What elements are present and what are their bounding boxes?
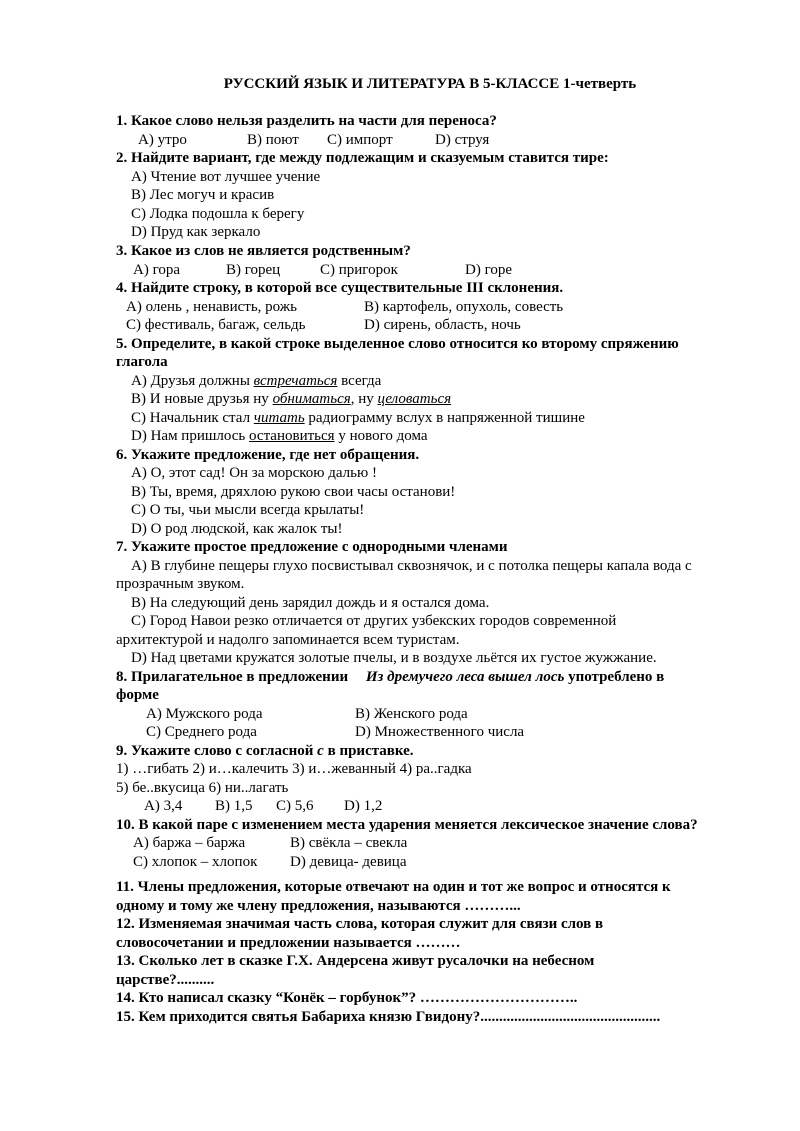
question-5-cont: глагола <box>116 354 168 370</box>
question-10: 10. В какой паре с изменением места ударения меняется лексическое значение слова? <box>116 817 698 833</box>
q8-option-c: С) Среднего рода <box>146 724 257 740</box>
q9-option-c: С) 5,6 <box>276 798 314 814</box>
q2-option-c: С) Лодка подошла к берегу <box>131 206 305 222</box>
question-1: 1. Какое слово нельзя разделить на части для переноса? <box>116 113 497 129</box>
q7-option-c-cont: архитектурой и надолго запоминается всем туристам. <box>116 632 460 648</box>
q4-option-c: С) фестиваль, багаж, сельдь <box>126 317 306 333</box>
q5-b-highlight-2: целоваться <box>377 391 452 407</box>
q4-option-a: А) олень , ненависть, рожь <box>126 299 298 315</box>
q9-option-a: А) 3,4 <box>144 798 183 814</box>
q5-option-d <box>131 427 428 445</box>
q3-option-c: С) пригорок <box>320 262 398 278</box>
q1-option-d: D) струя <box>435 132 490 148</box>
q5-option-a <box>131 372 381 390</box>
question-15: 15. Кем приходится святья Бабариха князю Гвидону?................................................ <box>116 1009 661 1025</box>
question-3: 3. Какое из слов не является родственным? <box>116 243 411 259</box>
q7-option-d: D) Над цветами кружатся золотые пчелы, и в воздухе льётся их густое жужжание. <box>131 650 657 666</box>
q10-option-d: D) девица- девица <box>290 854 407 870</box>
question-12-cont: словосочетании и предложении называется ……… <box>116 935 461 951</box>
q1-option-c: С) импорт <box>327 132 393 148</box>
question-8 <box>116 668 664 686</box>
question-4: 4. Найдите строку, в которой все существительные III склонения. <box>116 280 564 296</box>
q5-d-highlight: остановиться <box>249 428 335 444</box>
q4-option-b: В) картофель, опухоль, совесть <box>364 299 564 315</box>
q10-option-c: С) хлопок – хлопок <box>133 854 258 870</box>
q5-b-text: В) И новые друзья ну <box>131 391 273 407</box>
q5-c-text: С) Начальник стал <box>131 410 254 426</box>
q8-option-d: D) Множественного числа <box>355 724 525 740</box>
q9-letter: с <box>317 743 324 759</box>
q3-option-a: А) гора <box>133 262 181 278</box>
q7-option-b: В) На следующий день зарядил дождь и я остался дома. <box>131 595 490 611</box>
q10-option-a: А) баржа – баржа <box>133 835 246 851</box>
q1-option-b: В) поют <box>247 132 299 148</box>
question-13-cont: царстве?.......... <box>116 972 215 988</box>
question-14: 14. Кто написал сказку “Конёк – горбунок”? ………………………….. <box>116 990 578 1006</box>
question-7: 7. Укажите простое предложение с однородными членами <box>116 539 508 555</box>
question-5: 5. Определите, в какой строке выделенное слово относится ко второму спряжению <box>116 336 679 352</box>
q5-d-text: D) Нам пришлось <box>131 428 250 444</box>
q9-text-end: в приставке. <box>323 743 414 759</box>
q9-words-row-2: 5) бе..вкусица 6) ни..лагать <box>116 780 289 796</box>
q3-option-b: В) горец <box>226 262 281 278</box>
q10-option-b: В) свёкла – свекла <box>290 835 408 851</box>
q7-option-c: С) Город Навои резко отличается от других узбекских городов современной <box>131 613 617 629</box>
q8-example-sentence: Из дремучего леса вышел лось <box>365 669 565 685</box>
q8-option-a: А) Мужского рода <box>146 706 263 722</box>
q5-option-b <box>131 390 451 408</box>
question-8-cont: форме <box>116 687 159 703</box>
q6-option-a: А) О, этот сад! Он за морскою далью ! <box>131 465 377 481</box>
q8-text-end: употреблено в <box>564 669 665 685</box>
q8-option-b: В) Женского рода <box>355 706 468 722</box>
q3-option-d: D) горе <box>465 262 513 278</box>
q5-a-text: А) Друзья должны <box>131 373 254 389</box>
q5-d-text-end: у нового дома <box>334 428 428 444</box>
question-13: 13. Сколько лет в сказке Г.Х. Андерсена живут русалочки на небесном <box>116 953 595 969</box>
question-11: 11. Члены предложения, которые отвечают на один и тот же вопрос и относятся к <box>116 879 671 895</box>
q5-option-c <box>131 409 585 427</box>
q6-option-c: С) О ты, чьи мысли всегда крылаты! <box>131 502 365 518</box>
q5-b-text-mid: , ну <box>350 391 378 407</box>
q5-a-highlight: встречаться <box>253 373 338 389</box>
q9-text: 9. Укажите слово с согласной <box>116 743 318 759</box>
q2-option-a: А) Чтение вот лучшее учение <box>131 169 321 185</box>
page-title: РУССКИЙ ЯЗЫК И ЛИТЕРАТУРА В 5-КЛАССЕ 1-четверть <box>223 76 637 92</box>
q6-option-b: В) Ты, время, дряхлою рукою свои часы останови! <box>131 484 456 500</box>
q8-text: 8. Прилагательное в предложении <box>116 669 352 685</box>
q5-c-text-end: радиограмму вслух в напряженной тишине <box>304 410 585 426</box>
q6-option-d: D) О род людской, как жалок ты! <box>131 521 343 537</box>
question-2: 2. Найдите вариант, где между подлежащим и сказуемым ставится тире: <box>116 150 609 166</box>
q9-option-b: В) 1,5 <box>215 798 253 814</box>
q7-option-a-cont: прозрачным звуком. <box>116 576 245 592</box>
q1-option-a: А) утро <box>138 132 187 148</box>
q7-option-a: А) В глубине пещеры глухо посвистывал сквознячок, и с потолка пещеры капала вода с <box>131 558 692 574</box>
question-12: 12. Изменяемая значимая часть слова, которая служит для связи слов в <box>116 916 604 932</box>
q5-c-highlight: читать <box>253 410 305 426</box>
question-11-cont: одному и тому же члену предложения, называются ………... <box>116 898 521 914</box>
q9-option-d: D) 1,2 <box>344 798 383 814</box>
q5-b-highlight-1: обниматься <box>272 391 351 407</box>
q2-option-d: D) Пруд как зеркало <box>131 224 261 240</box>
q2-option-b: В) Лес могуч и красив <box>131 187 275 203</box>
q9-words-row-1: 1) …гибать 2) и…калечить 3) и…жеванный 4) ра..гадка <box>116 761 472 777</box>
q5-a-text-end: всегда <box>337 373 382 389</box>
question-9 <box>116 742 414 760</box>
question-6: 6. Укажите предложение, где нет обращения. <box>116 447 420 463</box>
q4-option-d: D) сирень, область, ночь <box>364 317 521 333</box>
